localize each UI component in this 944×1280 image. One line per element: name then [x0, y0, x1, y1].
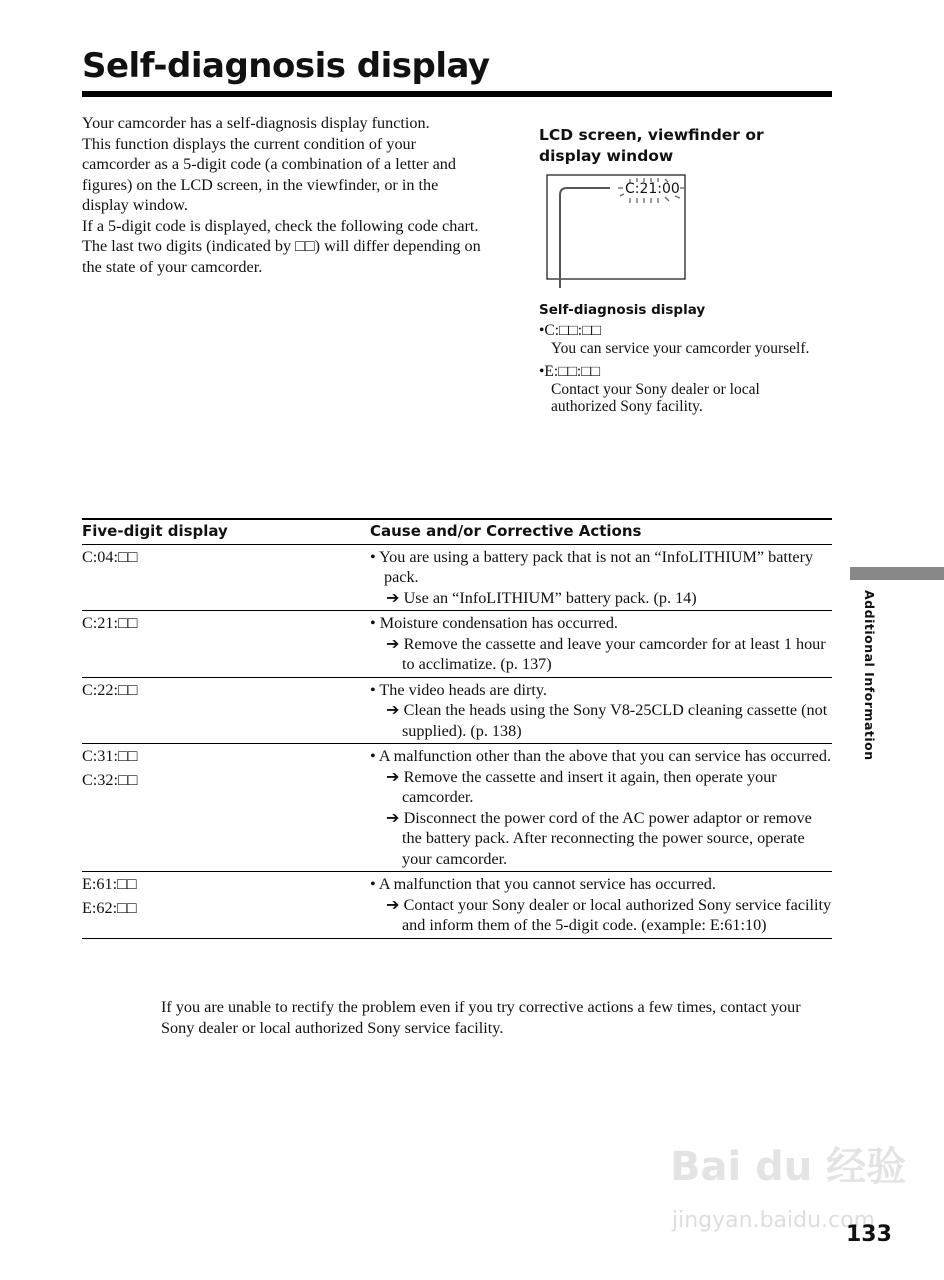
corrective-action: ➔ Contact your Sony dealer or local authorized Sony service facility and inform them of the 5-digit code. (example: E:61:10) [386, 895, 832, 934]
intro-paragraph: This function displays the current condition of your camcorder as a 5-digit code (a combination of a letter and figures) on the LCD screen, in the viewfinder, or in the display window. [82, 134, 456, 214]
intro-paragraph: If a 5-digit code is displayed, check the following code chart. The last two digits (indicated by □□) will differ depending on the state of your camcorder. [82, 216, 481, 276]
code-format: •C:□□:□□ [539, 322, 601, 339]
page-title: Self-diagnosis display [82, 46, 490, 86]
cause-text: • You are using a battery pack that is not an “InfoLITHIUM” battery pack. [370, 547, 814, 586]
cause-text: • A malfunction other than the above that you can service has occurred. [370, 747, 832, 765]
table-row [82, 544, 832, 611]
lcd-code: C:21:00 [625, 181, 680, 197]
code-value: C:04:□□ [82, 547, 138, 566]
section-tab-label: Additional Information [862, 590, 877, 761]
column-header: Five-digit display [82, 519, 370, 544]
table-row [82, 677, 832, 744]
code-description: Contact your Sony dealer or local authorized Sony facility. [551, 380, 760, 415]
cause-text: • The video heads are dirty. [370, 680, 547, 699]
code-cell [82, 544, 370, 611]
cause-cell [370, 872, 832, 939]
corrective-action: ➔ Remove the cassette and insert it again, then operate your camcorder. [386, 767, 777, 806]
code-type-item [539, 322, 829, 357]
cause-text: • Moisture condensation has occurred. [370, 614, 618, 632]
code-value: C:32:□□ [82, 770, 138, 789]
code-value: E:61:□□ [82, 875, 137, 893]
table-row [82, 872, 832, 939]
corrective-action: ➔ Clean the heads using the Sony V8-25CLD cleaning cassette (not supplied). (p. 138) [386, 701, 828, 740]
cause-cell [370, 744, 832, 872]
code-cell [82, 611, 370, 678]
code-type-list [539, 322, 829, 422]
corrective-action: ➔ Use an “InfoLITHIUM” battery pack. (p. 14) [386, 588, 697, 607]
cause-text: • A malfunction that you cannot service has occurred. [370, 875, 716, 893]
lcd-heading: LCD screen, viewfinder or display window [539, 126, 764, 165]
self-diagnosis-label: Self-diagnosis display [539, 302, 706, 318]
code-cell [82, 677, 370, 744]
cause-cell [370, 611, 832, 678]
code-value: E:62:□□ [82, 898, 137, 917]
corrective-action: ➔ Remove the cassette and leave your camcorder for at least 1 hour to acclimatize. (p. 137) [386, 634, 826, 673]
code-cell [82, 744, 370, 872]
footer-note: If you are unable to rectify the problem even if you try corrective actions a few times, contact your Sony dealer or local authorized Sony service facility. [161, 998, 801, 1037]
cause-cell [370, 677, 832, 744]
code-description: You can service your camcorder yourself. [551, 339, 810, 357]
page-number: 133 [846, 1222, 892, 1247]
intro-text [82, 113, 482, 277]
code-chart-table [82, 518, 832, 939]
baidu-watermark-url: jingyan.baidu.com [672, 1208, 876, 1233]
code-value: C:31:□□ [82, 747, 138, 765]
code-value: C:22:□□ [82, 680, 138, 699]
code-type-item [539, 363, 829, 416]
baidu-watermark-logo: Bai du 经验 [670, 1144, 907, 1190]
column-header: Cause and/or Corrective Actions [370, 519, 832, 544]
table-row [82, 611, 832, 678]
code-value: C:21:□□ [82, 614, 138, 632]
cause-cell [370, 544, 832, 611]
section-tab-bar [850, 567, 944, 580]
table-row [82, 744, 832, 872]
code-cell [82, 872, 370, 939]
code-format: •E:□□:□□ [539, 363, 600, 380]
title-rule [82, 91, 832, 97]
lcd-screen-illustration [530, 165, 700, 290]
corrective-action: ➔ Disconnect the power cord of the AC power adaptor or remove the battery pack. After reconnecting the power source, operate your camcorder. [386, 808, 812, 868]
intro-paragraph: Your camcorder has a self-diagnosis display function. [82, 114, 430, 132]
